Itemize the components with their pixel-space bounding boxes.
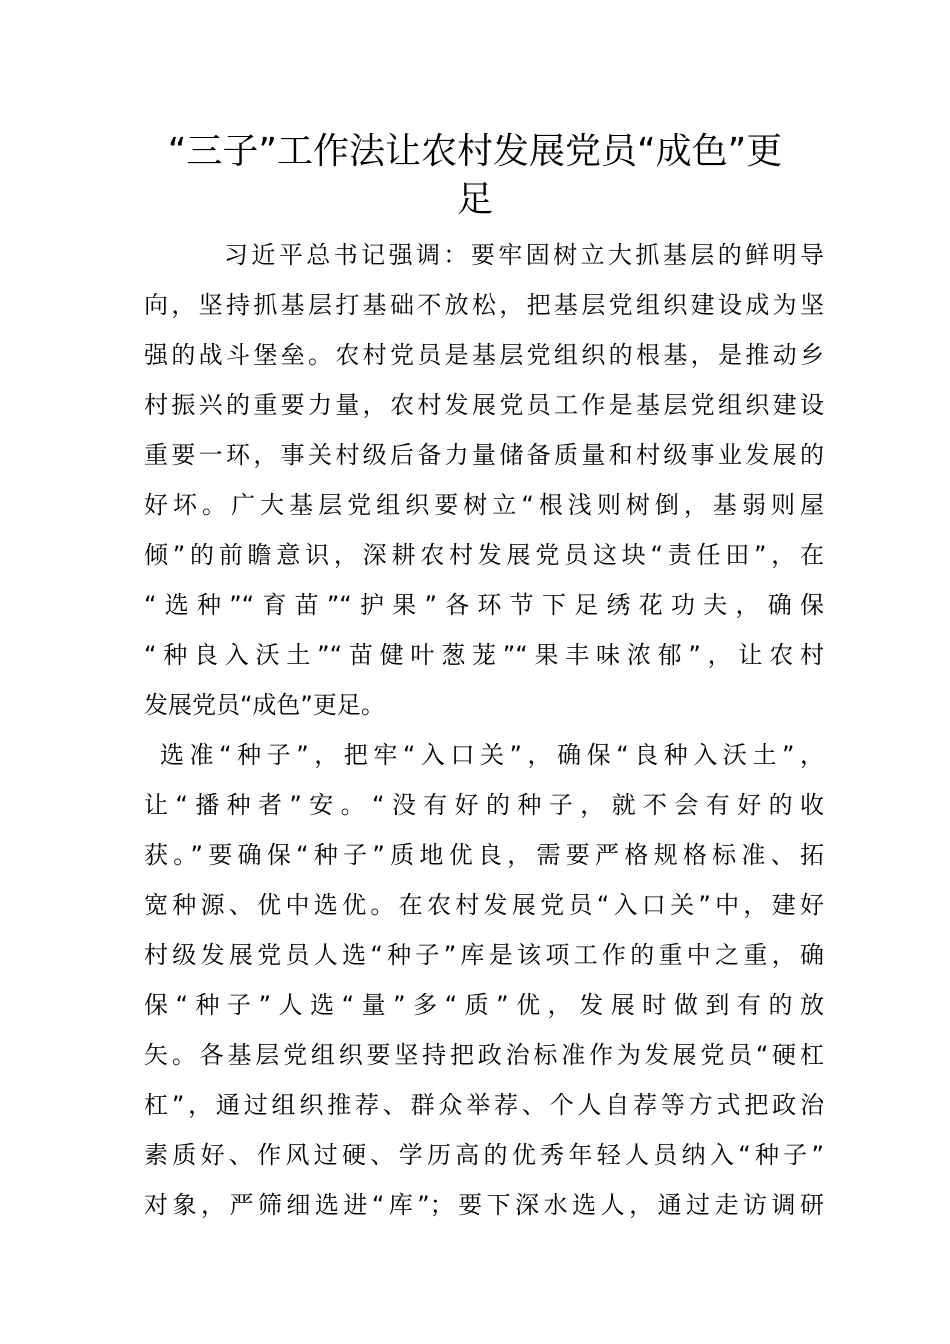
body-line: 素质好、作风过硬、学历高的优秀年轻人员纳入“种子”	[144, 1141, 824, 1169]
body-line: 向，坚持抓基层打基础不放松，把基层党组织建设成为坚	[144, 291, 824, 319]
body-line: 发展党员“成色”更足。	[144, 691, 385, 719]
document-body	[144, 230, 824, 1230]
body-line: 杠”，通过组织推荐、群众举荐、个人自荐等方式把政治	[144, 1091, 824, 1119]
title-line-1: “三子”工作法让农村发展党员“成色”更	[167, 131, 783, 172]
body-line: 对象，严筛细选进“库”；要下深水选人，通过走访调研	[144, 1191, 824, 1219]
body-line: 好坏。广大基层党组织要树立“根浅则树倒，基弱则屋	[144, 491, 824, 519]
body-line: 村级发展党员人选“种子”库是该项工作的重中之重，确	[144, 941, 824, 969]
body-line: 习近平总书记强调：要牢固树立大抓基层的鲜明导	[224, 241, 824, 269]
document-title	[130, 128, 820, 224]
body-line: 重要一环，事关村级后备力量储备质量和村级事业发展的	[144, 441, 824, 469]
body-line: 矢。各基层党组织要坚持把政治标准作为发展党员“硬杠	[144, 1041, 824, 1069]
body-line: 保“种子”人选“量”多“质”优，发展时做到有的放	[144, 991, 824, 1019]
title-line-2: 足	[456, 179, 493, 220]
body-line: 宽种源、优中选优。在农村发展党员“入口关”中，建好	[144, 891, 824, 919]
body-line: 让“播种者”安。“没有好的种子，就不会有好的收	[144, 791, 824, 819]
body-line: “选种”“育苗”“护果”各环节下足绣花功夫，确保	[144, 591, 824, 619]
body-line: “种良入沃土”“苗健叶葱茏”“果丰味浓郁”，让农村	[144, 641, 824, 669]
body-line: 村振兴的重要力量，农村发展党员工作是基层党组织建设	[144, 391, 824, 419]
body-line: 选准“种子”，把牢“入口关”，确保“良种入沃土”，	[160, 741, 824, 769]
body-line: 强的战斗堡垒。农村党员是基层党组织的根基，是推动乡	[144, 341, 824, 369]
body-line: 获。”要确保“种子”质地优良，需要严格规格标准、拓	[144, 841, 824, 869]
body-line: 倾”的前瞻意识，深耕农村发展党员这块“责任田”，在	[144, 541, 824, 569]
